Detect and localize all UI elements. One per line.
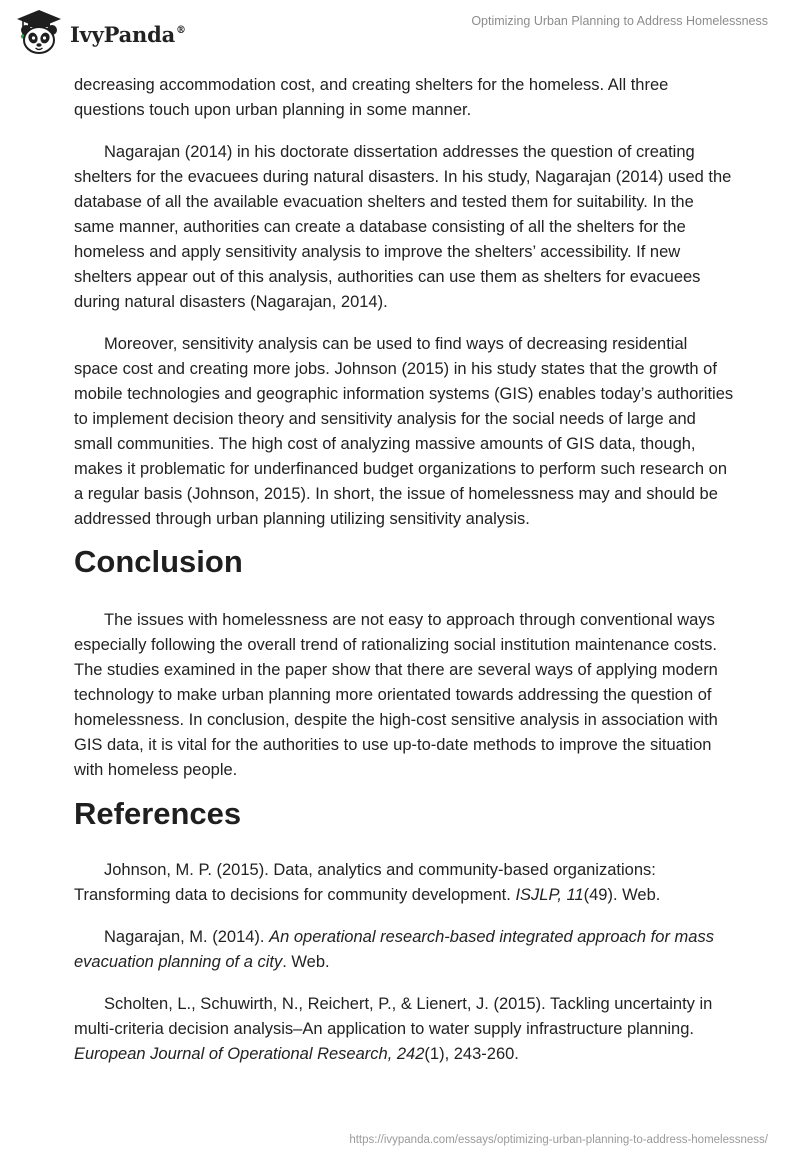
reference-item: Johnson, M. P. (2015). Data, analytics and community-based organizations: Transforming data to decisions for community development. ISJLP, 11(49). Web. bbox=[74, 861, 661, 904]
essay-content bbox=[74, 73, 734, 1084]
page-header bbox=[0, 0, 800, 70]
paragraph-nagarajan: Nagarajan (2014) in his doctorate dissertation addresses the question of creating shelters for the evacuees during natural disasters. In his study, Nagarajan (2014) used the database of all the available evacuation shelters and tested them for suitability. In the same manner, authorities can create a database consisting of all the shelters for the homeless and apply sensitivity analysis to improve the shelters’ accessibility. If new shelters appear out of this analysis, authorities can use them as shelters for evacuees during natural disasters (Nagarajan, 2014). bbox=[74, 143, 732, 311]
document-title: Optimizing Urban Planning to Address Homelessness bbox=[471, 14, 768, 28]
conclusion-paragraph: The issues with homelessness are not easy to approach through conventional ways especially following the overall trend of rationalizing social institution maintenance costs. The studies examined in the paper show that there are several ways of applying modern technology to make urban planning more orientated towards addressing the question of homelessness. In conclusion, despite the high-cost sensitive analysis in association with GIS data, it is vital for the authorities to use up-to-date methods to improve the situation with homeless people. bbox=[74, 611, 718, 779]
ivypanda-logo[interactable] bbox=[14, 8, 186, 56]
references-heading: References bbox=[74, 796, 242, 831]
paragraph-intro-continued: decreasing accommodation cost, and creating shelters for the homeless. All three questions touch upon urban planning in some manner. bbox=[74, 76, 669, 119]
panda-graduate-icon bbox=[14, 8, 64, 56]
logo-wordmark: IvyPanda® bbox=[70, 21, 186, 47]
reference-item: Nagarajan, M. (2014). An operational research-based integrated approach for mass evacuation planning of a city. Web. bbox=[74, 928, 714, 971]
reference-item: Scholten, L., Schuwirth, N., Reichert, P., & Lienert, J. (2015). Tackling uncertainty in multi-criteria decision analysis–An application to water supply infrastructure planning. European Journal of Operational Research, 242(1), 243-260. bbox=[74, 995, 713, 1063]
conclusion-heading: Conclusion bbox=[74, 544, 243, 579]
paragraph-moreover: Moreover, sensitivity analysis can be used to find ways of decreasing residential space cost and creating more jobs. Johnson (2015) in his study states that the growth of mobile technologies and geographic information systems (GIS) enables today’s authorities to implement decision theory and sensitivity analysis for the social needs of large and small communities. The high cost of analyzing massive amounts of GIS data, though, makes it problematic for underfinanced budget organizations to perform such research on a regular basis (Johnson, 2015). In short, the issue of homelessness may and should be addressed through urban planning utilizing sensitivity analysis. bbox=[74, 335, 734, 528]
source-url[interactable]: https://ivypanda.com/essays/optimizing-urban-planning-to-address-homelessness/ bbox=[349, 1134, 768, 1146]
